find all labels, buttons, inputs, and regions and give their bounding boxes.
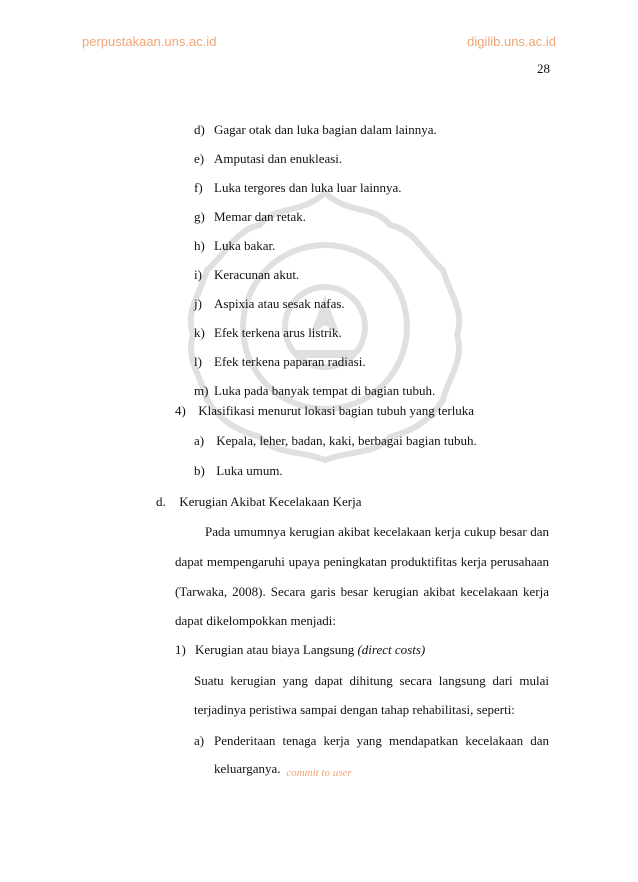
list-text: Memar dan retak. bbox=[214, 209, 307, 224]
list-text: Penderitaan tenaga kerja yang mendapatkan kecelakaan dan bbox=[214, 733, 549, 748]
list-marker: a) bbox=[194, 733, 205, 748]
list-text: Luka umum. bbox=[216, 463, 283, 478]
list-marker: j) bbox=[194, 296, 202, 311]
list-text: Efek terkena paparan radiasi. bbox=[214, 354, 366, 369]
list-item bbox=[194, 463, 283, 479]
list-item bbox=[175, 403, 474, 419]
list-marker: l) bbox=[194, 354, 202, 369]
list-text: Kepala, leher, badan, kaki, berbagai bagian tubuh. bbox=[216, 433, 477, 448]
list-text: Kerugian atau biaya Langsung bbox=[195, 642, 358, 657]
list-marker: i) bbox=[194, 267, 202, 282]
list-marker: h) bbox=[194, 238, 205, 253]
list-marker: b) bbox=[194, 463, 205, 478]
list-text-italic: (direct costs) bbox=[357, 642, 426, 657]
paragraph-line: terjadinya peristiwa sampai dengan tahap rehabilitasi, seperti: bbox=[194, 702, 515, 717]
paragraph-line: Suatu kerugian yang dapat dihitung secara langsung dari mulai bbox=[194, 673, 549, 688]
list-marker: 4) bbox=[175, 403, 186, 418]
section-heading bbox=[156, 494, 362, 510]
list-marker: 1) bbox=[175, 642, 186, 657]
list-text: Klasifikasi menurut lokasi bagian tubuh yang terluka bbox=[198, 403, 475, 418]
list-marker: m) bbox=[194, 383, 209, 398]
list-marker: g) bbox=[194, 209, 205, 224]
list-item bbox=[194, 296, 345, 312]
list-item bbox=[194, 383, 435, 399]
list-text: Luka pada banyak tempat di bagian tubuh. bbox=[214, 383, 436, 398]
section-marker: d. bbox=[156, 494, 166, 509]
paragraph-line: (Tarwaka, 2008). Secara garis besar kerugian akibat kecelakaan kerja bbox=[175, 584, 549, 599]
list-marker: f) bbox=[194, 180, 203, 195]
list-marker: a) bbox=[194, 433, 205, 448]
list-text: Efek terkena arus listrik. bbox=[214, 325, 342, 340]
list-item bbox=[194, 354, 366, 370]
footer-commit: commit to user bbox=[286, 767, 352, 779]
page-number: 28 bbox=[537, 61, 550, 76]
list-item bbox=[194, 267, 299, 283]
list-text: Aspixia atau sesak nafas. bbox=[214, 296, 345, 311]
list-text: Keracunan akut. bbox=[214, 267, 300, 282]
list-marker: e) bbox=[194, 151, 205, 166]
list-text: Luka bakar. bbox=[214, 238, 276, 253]
list-text: Luka tergores dan luka luar lainnya. bbox=[214, 180, 402, 195]
section-title: Kerugian Akibat Kecelakaan Kerja bbox=[179, 494, 362, 509]
list-item bbox=[194, 433, 477, 449]
list-item bbox=[194, 209, 306, 225]
header-site-left: perpustakaan.uns.ac.id bbox=[82, 34, 217, 49]
header-site-right: digilib.uns.ac.id bbox=[467, 34, 556, 49]
list-text: Amputasi dan enukleasi. bbox=[214, 151, 343, 166]
list-text: keluarganya. bbox=[214, 761, 281, 776]
list-item bbox=[175, 642, 425, 658]
paragraph-line: dapat dikelompokkan menjadi: bbox=[175, 613, 337, 628]
list-item bbox=[194, 151, 342, 167]
list-item bbox=[194, 180, 401, 196]
paragraph-line: dapat mempengaruhi upaya peningkatan produktifitas kerja perusahaan bbox=[175, 554, 549, 569]
list-marker: k) bbox=[194, 325, 205, 340]
list-item bbox=[194, 122, 437, 138]
list-marker: d) bbox=[194, 122, 205, 137]
list-text: Gagar otak dan luka bagian dalam lainnya. bbox=[214, 122, 437, 137]
paragraph-line: Pada umumnya kerugian akibat kecelakaan kerja cukup besar dan bbox=[205, 524, 549, 539]
list-item bbox=[194, 238, 275, 254]
list-item bbox=[194, 325, 342, 341]
